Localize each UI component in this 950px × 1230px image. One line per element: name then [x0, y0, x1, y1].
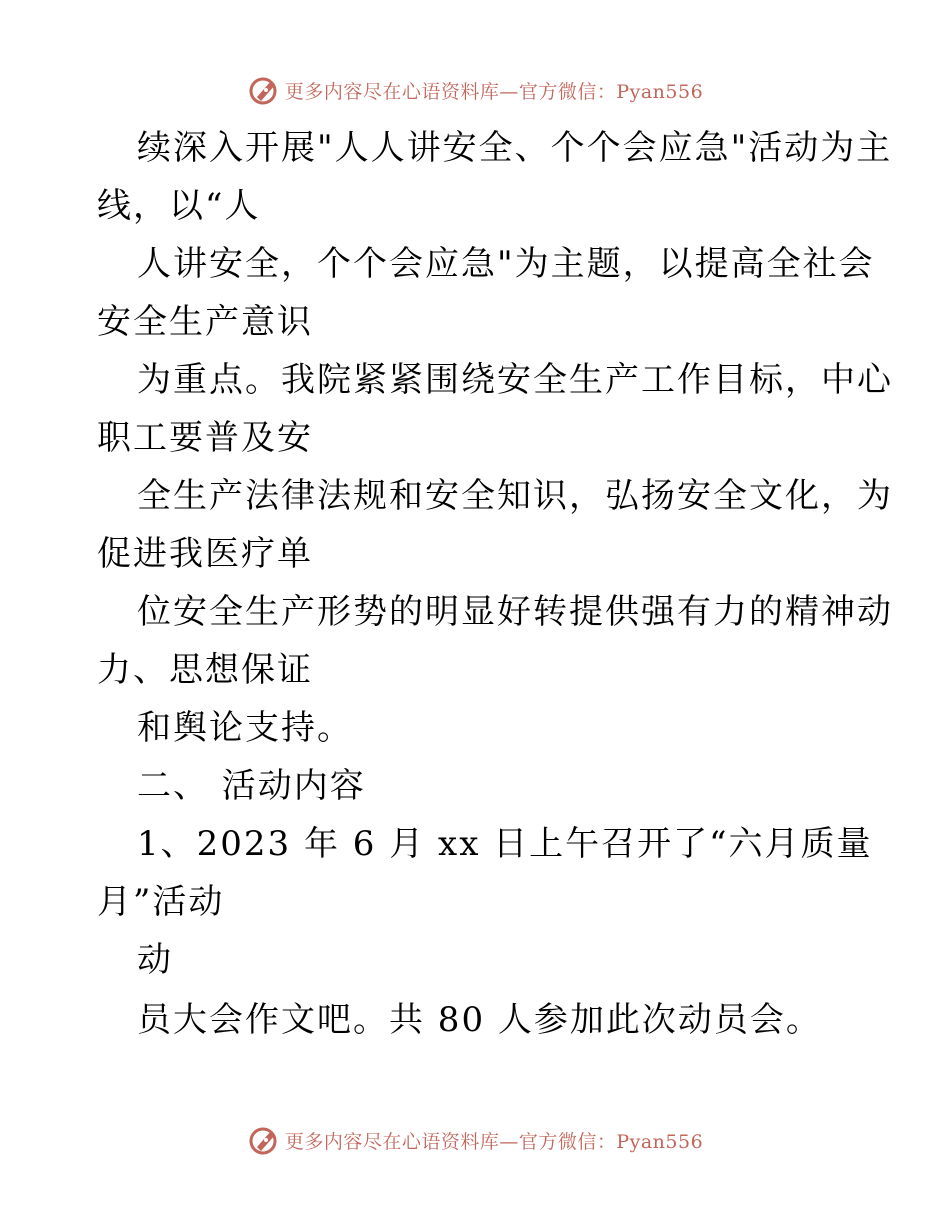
text-line: 力、思想保证: [97, 650, 313, 690]
watermark-text: 更多内容尽在心语资料库—官方微信：Pyan556: [284, 1130, 704, 1153]
text-line: 1、2023 年 6 月 xx 日上午召开了“六月质量: [137, 824, 873, 864]
header-watermark: [0, 72, 950, 108]
text-line: 安全生产意识: [97, 302, 313, 342]
pen-nib-logo-icon: [247, 73, 281, 107]
text-line: 员大会作文吧。共 80 人参加此次动员会。: [137, 1000, 822, 1040]
text-line: 职工要普及安: [97, 418, 313, 458]
text-line: 和舆论支持。: [137, 708, 353, 748]
text-line: 动: [137, 940, 173, 980]
section-heading: 二、 活动内容: [137, 766, 366, 806]
text-line: 线，以“人: [97, 186, 261, 226]
text-line: 月”活动: [97, 882, 225, 922]
text-line: 续深入开展"人人讲安全、个个会应急"活动为主: [137, 128, 893, 168]
text-line: 促进我医疗单: [97, 534, 313, 574]
text-line: 位安全生产形势的明显好转提供强有力的精神动: [137, 592, 893, 632]
text-line: 为重点。我院紧紧围绕安全生产工作目标，中心: [137, 360, 893, 400]
watermark-text: 更多内容尽在心语资料库—官方微信：Pyan556: [284, 80, 704, 103]
text-line: 全生产法律法规和安全知识，弘扬安全文化，为: [137, 476, 893, 516]
text-line: 人讲安全，个个会应急"为主题，以提高全社会: [137, 244, 875, 284]
footer-watermark: [0, 1122, 950, 1158]
pen-nib-logo-icon: [247, 1123, 281, 1157]
